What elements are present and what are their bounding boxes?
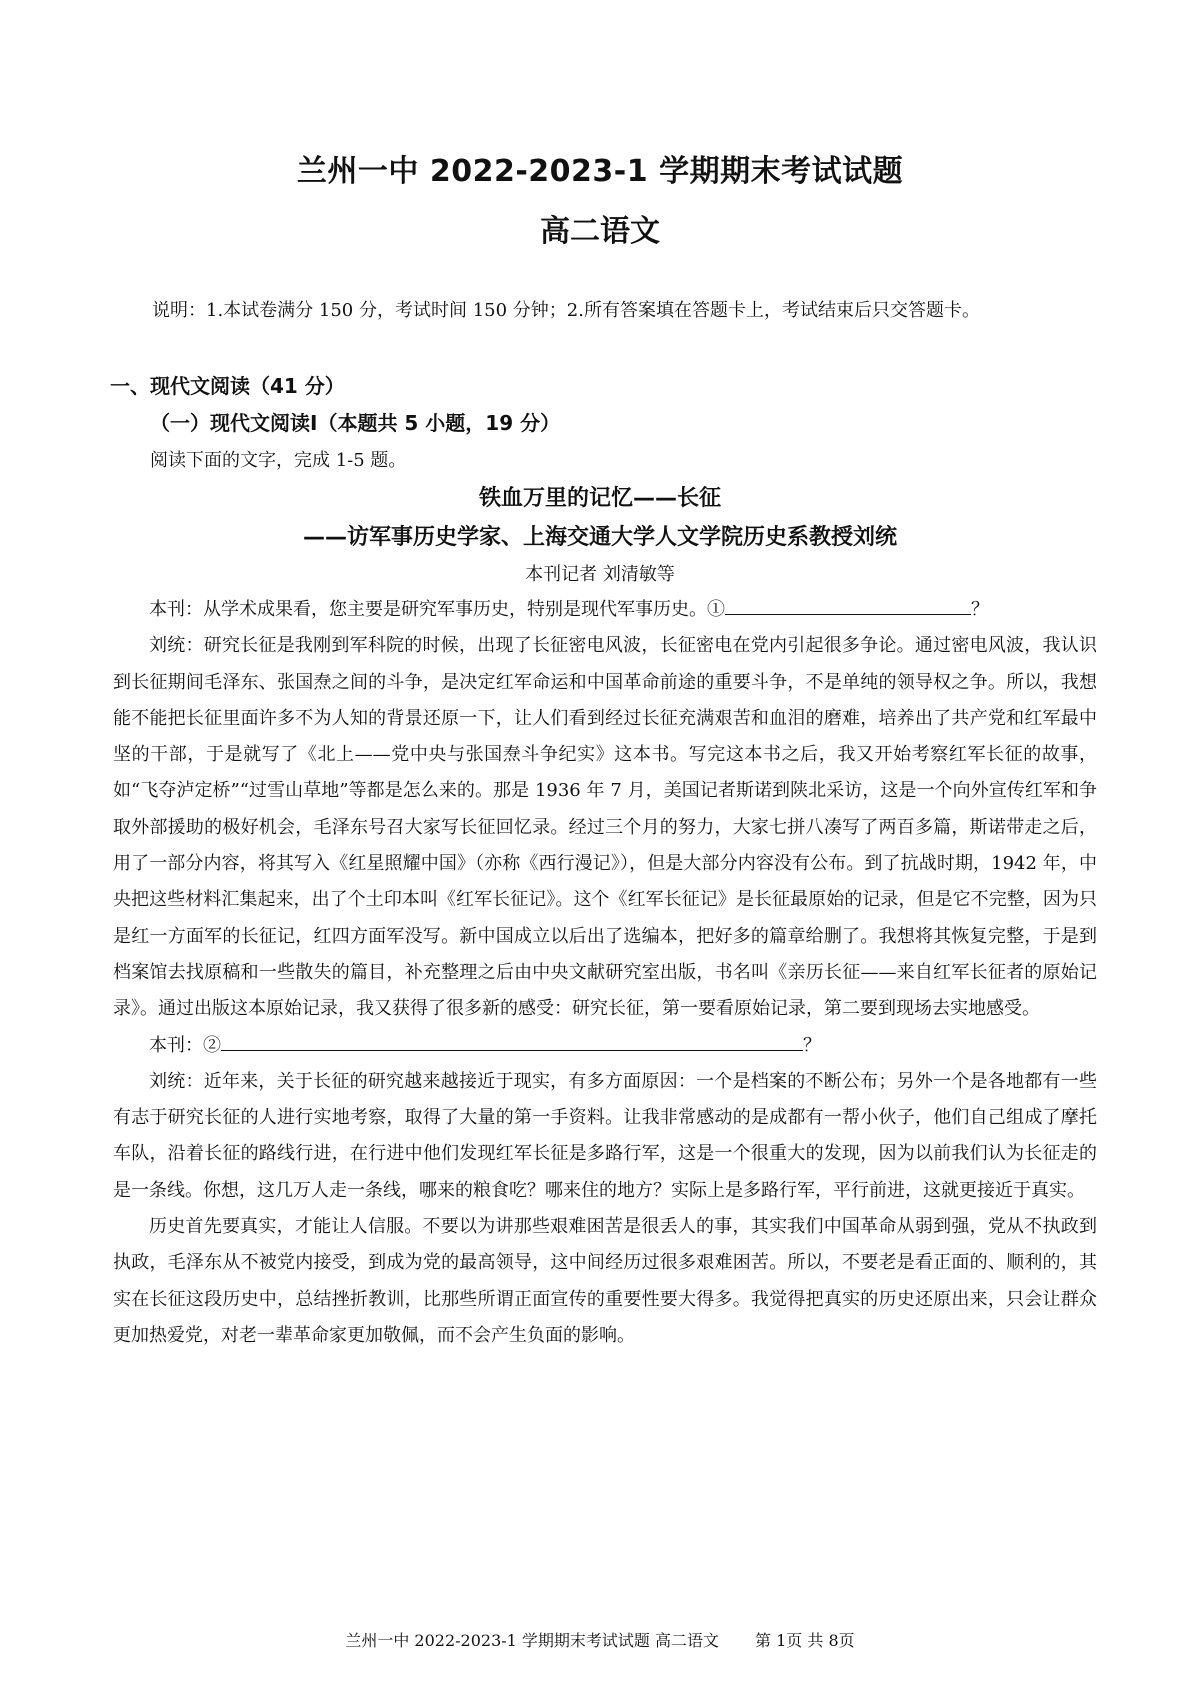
subsection-heading: （一）现代文阅读Ⅰ（本题共 5 小题，19 分）: [150, 411, 561, 435]
question-1-paragraph: [113, 592, 1097, 628]
subject-title: 高二语文: [540, 214, 660, 249]
question-1-text: 本刊：从学术成果看，您主要是研究军事历史，特别是现代军事历史。: [149, 599, 707, 620]
article-body: [113, 592, 1097, 1354]
question-2-mark: ？: [803, 1034, 821, 1056]
question-2-text: 本刊：: [149, 1034, 203, 1056]
blank-marker-1: ①: [707, 599, 725, 620]
blank-marker-2: ②: [203, 1034, 221, 1056]
answer-blank-1: [725, 592, 971, 615]
article-byline: 本刊记者 刘清敏等: [525, 564, 675, 585]
page-footer: [0, 1628, 1200, 1651]
answer-blank-2: [221, 1028, 803, 1051]
section-heading: 一、现代文阅读（41 分）: [110, 374, 345, 398]
footer-exam-title: 兰州一中 2022-2023-1 学期期末考试试题 高二语文: [345, 1631, 720, 1650]
paragraph-3: 历史首先要真实，才能让人信服。不要以为讲那些艰难困苦是很丢人的事，其实我们中国革命从弱到强，党从不执政到执政，毛泽东从不被党内接受，到成为党的最高领导，这中间经历过很多艰难困苦。所以，不要老是看正面的、顺利的，其实在长征这段历史中，总结挫折教训，比那些所谓正面宣传的重要性要大得多。我觉得把真实的历史还原出来，只会让群众更加热爱党，对老一辈革命家更加敬佩，而不会产生负面的影响。: [113, 1216, 1097, 1346]
article-title: 铁血万里的记忆——长征: [478, 486, 721, 511]
page-number: 第 1页 共 8页: [755, 1631, 855, 1650]
answer-2-paragraph: 刘统：近年来，关于长征的研究越来越接近于现实，有多方面原因：一个是档案的不断公布；另外一个是各地都有一些有志于研究长征的人进行实地考察，取得了大量的第一手资料。让我非常感动的是成都有一帮小伙子，他们自己组成了摩托车队，沿着长征的路线行进，在行进中他们发现红军长征是多路行军，这是一个很重大的发现，因为以前我们认为长征走的是一条线。你想，这几万人走一条线，哪来的粮食吃？哪来住的地方？实际上是多路行军，平行前进，这就更接近于真实。: [113, 1070, 1097, 1201]
article-subtitle: ——访军事历史学家、上海交通大学人文学院历史系教授刘统: [302, 525, 897, 550]
exam-title: 兰州一中 2022-2023-1 学期期末考试试题: [296, 154, 904, 189]
question-1-mark: ？: [971, 599, 989, 620]
question-2-paragraph: [113, 1028, 1097, 1064]
answer-1-paragraph: 刘统：研究长征是我刚到军科院的时候，出现了长征密电风波，长征密电在党内引起很多争论。通过密电风波，我认识到长征期间毛泽东、张国焘之间的斗争，是决定红军命运和中国革命前途的重要斗争，不是单纯的领导权之争。所以，我想能不能把长征里面许多不为人知的背景还原一下，让人们看到经过长征充满艰苦和血泪的磨难，培养出了共产党和红军最中坚的干部，于是就写了《北上——党中央与张国焘斗争纪实》这本书。写完这本书之后，我又开始考察红军长征的故事，如“飞夺泸定桥”“过雪山草地”等都是怎么来的。那是 1936 年 7 月，美国记者斯诺到陕北采访，这是一个向外宣传红军和争取外部援助的极好机会，毛泽东号召大家写长征回忆录。经过三个月的努力，大家七拼八凑写了两百多篇，斯诺带走之后，用了一部分内容，将其写入《红星照耀中国》（亦称《西行漫记》），但是大部分内容没有公布。到了抗战时期，1942 年，中央把这些材料汇集起来，出了个土印本叫《红军长征记》。这个《红军长征记》是长征最原始的记录，但是它不完整，因为只是红一方面军的长征记，红四方面军没写。新中国成立以后出了选编本，把好多的篇章给删了。我想将其恢复完整，于是到档案馆去找原稿和一些散失的篇目，补充整理之后由中央文献研究室出版，书名叫《亲历长征——来自红军长征者的原始记录》。通过出版这本原始记录，我又获得了很多新的感受：研究长征，第一要看原始记录，第二要到现场去实地感受。: [113, 635, 1097, 1020]
exam-instructions: 说明：1.本试卷满分 150 分，考试时间 150 分钟；2.所有答案填在答题卡上，考试结束后只交答题卡。: [152, 300, 980, 321]
reading-prompt: 阅读下面的文字，完成 1-5 题。: [150, 450, 407, 471]
